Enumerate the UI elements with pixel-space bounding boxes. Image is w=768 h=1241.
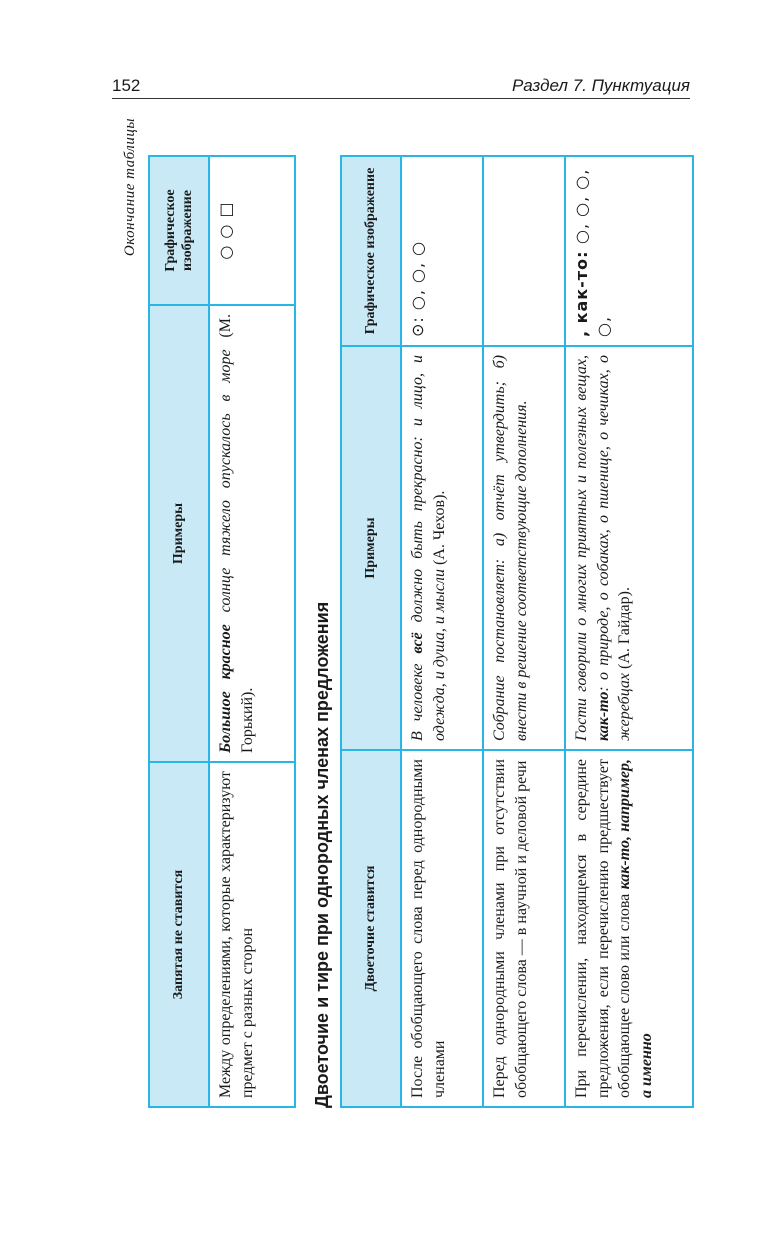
- header-divider: [112, 98, 690, 99]
- graphic-bold: , как-то:: [572, 243, 591, 337]
- table-row: [483, 156, 565, 1107]
- graphic-cell: [565, 156, 693, 346]
- example-bold: всё: [409, 632, 426, 654]
- table-header-row: [341, 156, 401, 1107]
- rule-cell: Перед однородными членами при отсутствии обобщающего слова — в научной и деловой речи: [483, 750, 565, 1107]
- rule-cell: [565, 750, 693, 1107]
- example-cell: Собрание постановляет: а) отчёт утвердить; б) внести в решение соответствующие дополнения.: [483, 346, 565, 750]
- example-bold: Большое красное: [217, 624, 234, 753]
- table-commas: [148, 155, 296, 1108]
- example-cell: [209, 305, 295, 762]
- col-header-graphic: Графическое изображение: [341, 156, 401, 346]
- col-header-examples: Примеры: [341, 346, 401, 750]
- graphic-cell: ⊙: ○, ○, ○: [401, 156, 483, 346]
- example-text: солнце тяжело опускалось в море: [217, 349, 234, 625]
- graphic-cell: ○ ○ □: [209, 156, 295, 305]
- section-title: Двоеточие и тире при однородных членах предложения: [312, 601, 332, 1108]
- example-author: (А. Гайдар).: [616, 587, 634, 673]
- example-text: Гости говорили о многих приятных и полезных вещах,: [573, 355, 590, 741]
- graphic-cell: [483, 156, 565, 346]
- example-cell: [401, 346, 483, 750]
- col-header-rule: Запятая не ставится: [149, 762, 209, 1107]
- rule-text: При перечислении, находящемся в середине предложения, если перечислению предшествует обобщающее слово или слова: [573, 759, 634, 1098]
- table-row: [401, 156, 483, 1107]
- example-cell: [565, 346, 693, 750]
- example-text: В человеке: [409, 653, 426, 741]
- continuation-label: Окончание таблицы: [122, 118, 138, 257]
- page-number: 152: [112, 76, 141, 95]
- col-header-examples: Примеры: [149, 305, 209, 762]
- example-bold: как-то: [594, 691, 612, 741]
- rule-bold: как-то, например, а именно: [616, 758, 655, 1098]
- graphic-text: ○, ○, ○, ○,: [572, 168, 613, 337]
- table-colon-dash: [340, 155, 694, 1108]
- rule-cell: После обобщающего слова перед однородными членами: [401, 750, 483, 1107]
- rotated-content: [112, 118, 697, 1108]
- example-author: (М. Горький).: [217, 314, 256, 753]
- col-header-rule: Двоеточие ставится: [341, 750, 401, 1107]
- example-text: : о природе, о собаках, о пшенице, о чечиках, о жеребцах: [594, 355, 634, 741]
- rule-cell: Между определениями, которые характеризуют предмет с разных сторон: [209, 762, 295, 1107]
- example-author: (А. Чехов).: [430, 490, 448, 570]
- table-row: [565, 156, 693, 1107]
- section-header: Раздел 7. Пунктуация: [511, 76, 690, 95]
- col-header-graphic: Графическое изображение: [149, 156, 209, 305]
- example-text: должно быть прекрасно: и лицо, и одежда, и душа, и мысли: [409, 355, 448, 741]
- table-header-row: [149, 156, 209, 1107]
- table-row: [209, 156, 295, 1107]
